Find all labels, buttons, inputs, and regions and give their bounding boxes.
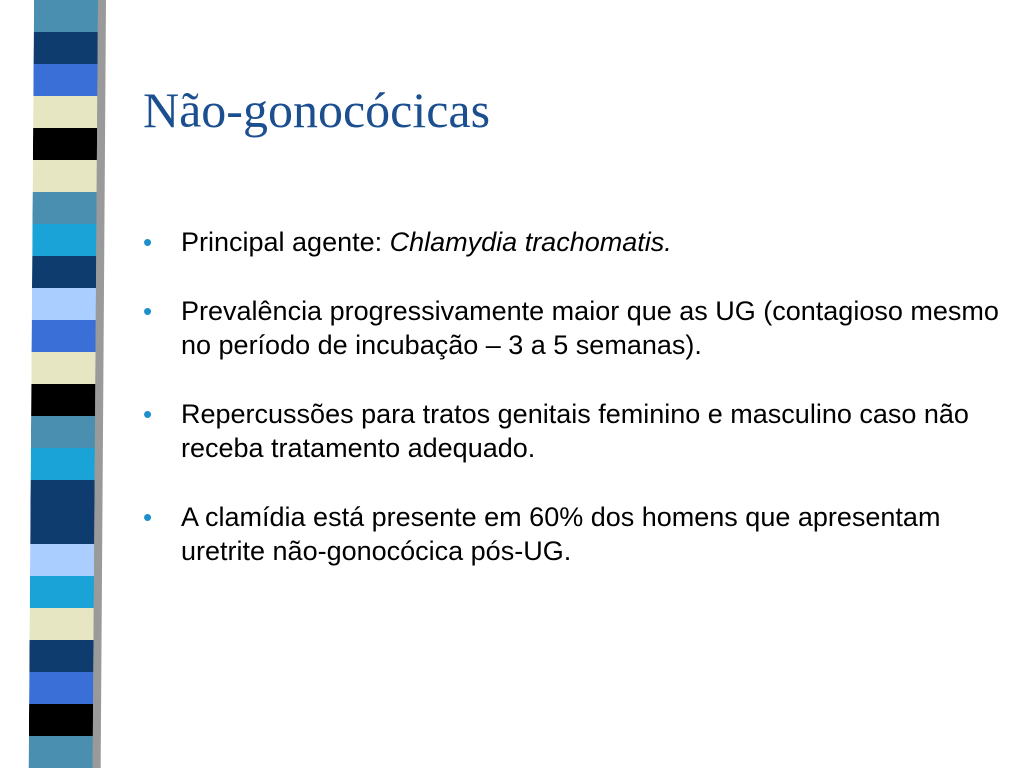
stripe-block [31, 448, 95, 480]
stripe-block [31, 352, 95, 384]
stripe-block [30, 608, 94, 640]
stripe-block [32, 256, 96, 288]
stripe-block [30, 576, 94, 608]
stripe-block [30, 544, 94, 576]
stripe-block [29, 640, 93, 672]
bullet-text: A clamídia está presente em 60% dos homens que apresentam uretrite não-gonocócica pós-UG. [181, 502, 941, 566]
stripe-block [33, 160, 97, 192]
bullet-icon: • [143, 227, 153, 257]
stripe-block [29, 672, 93, 704]
stripe-block [32, 192, 96, 224]
stripe-block [34, 32, 98, 64]
bullet-item [143, 397, 1003, 465]
bullet-prefix: Principal agente: [181, 227, 390, 257]
bullet-emphasis: Chlamydia trachomatis. [389, 227, 672, 257]
stripe-block [33, 64, 97, 96]
stripe-block [31, 384, 95, 416]
bullet-item [143, 294, 1003, 362]
stripe-block [32, 320, 96, 352]
stripe-block [30, 480, 94, 512]
decorative-stripe [29, 0, 98, 768]
stripe-block [29, 736, 93, 768]
bullet-icon: • [143, 399, 153, 429]
bullet-icon: • [143, 502, 153, 532]
bullet-icon: • [143, 296, 153, 326]
stripe-block [30, 512, 94, 544]
stripe-block [33, 128, 97, 160]
stripe-block [34, 0, 98, 32]
bullet-list [143, 225, 1003, 603]
stripe-block [32, 224, 96, 256]
slide-title: Não-gonocócicas [143, 82, 491, 138]
bullet-text: Repercussões para tratos genitais feminino e masculino caso não receba tratamento adequado. [181, 399, 969, 463]
bullet-item [143, 225, 1003, 259]
stripe-block [32, 288, 96, 320]
stripe-block [29, 704, 93, 736]
bullet-item [143, 500, 1003, 568]
bullet-text: Prevalência progressivamente maior que as UG (contagioso mesmo no período de incubação – 3 a 5 semanas). [181, 296, 999, 360]
stripe-block [33, 96, 97, 128]
stripe-block [31, 416, 95, 448]
